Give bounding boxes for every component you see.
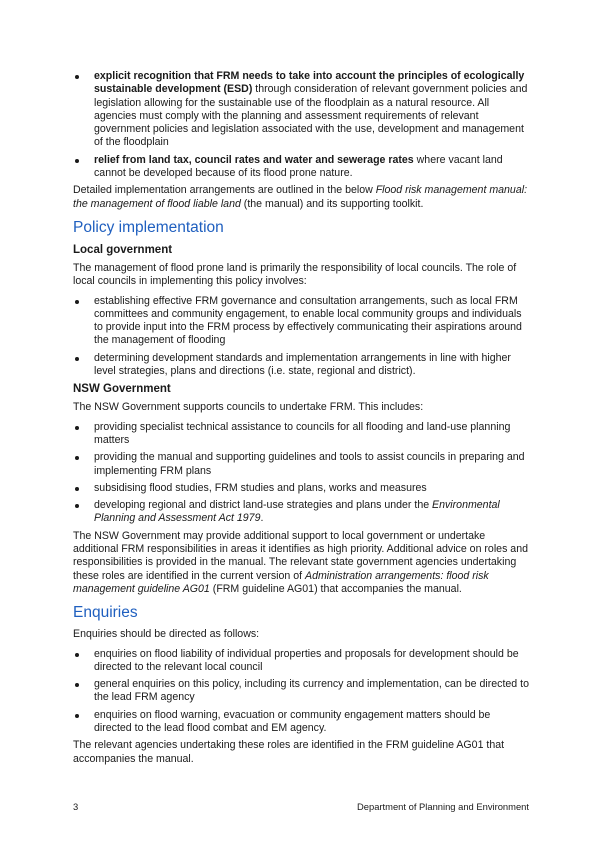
page-number: 3 <box>73 801 79 812</box>
guideline-title: Administration arrangements: flood risk management guideline AG01 <box>73 569 489 595</box>
top-bullet-list <box>73 70 529 180</box>
nsw-government-heading: NSW Government <box>73 383 171 396</box>
list-item: enquiries on flood warning, evacuation or community engagement matters should be directed to the lead flood combat and EM agency. <box>73 709 529 736</box>
list-item: general enquiries on this policy, including its currency and implementation, can be directed to the lead FRM agency <box>73 678 529 705</box>
act-title: Environmental Planning and Assessment Act 1979 <box>94 499 500 525</box>
text-run: . <box>260 512 264 525</box>
text-run: (FRM guideline AG01) that accompanies the manual. <box>209 582 462 595</box>
list-item: providing the manual and supporting guidelines and tools to assist councils in preparing and implementing FRM plans <box>73 451 529 478</box>
list-item: enquiries on flood liability of individual properties and proposals for development should be directed to the relevant local council <box>73 648 529 675</box>
bold-lead: relief from land tax, council rates and water and sewerage rates <box>94 153 414 166</box>
local-government-list <box>73 295 529 379</box>
enquiries-heading: Enquiries <box>73 604 138 622</box>
nsw-government-paragraph: The NSW Government supports councils to undertake FRM. This includes: <box>73 401 424 414</box>
nsw-government-list <box>73 421 529 526</box>
local-government-paragraph: The management of flood prone land is primarily the responsibility of local councils. The role of local councils in implementing this policy involves: <box>73 261 517 288</box>
text-run: developing regional and district land-use strategies and plans under the <box>94 499 433 512</box>
list-item <box>73 70 529 150</box>
implementation-paragraph <box>73 184 529 211</box>
nsw-government-closing <box>73 530 529 596</box>
enquiries-closing: The relevant agencies undertaking these roles are identified in the FRM guideline AG01 that accompanies the manual. <box>73 739 505 765</box>
list-item: determining development standards and implementation arrangements in line with higher level strategies, plans and directions (i.e. state, regional and district). <box>73 352 529 379</box>
department-name: Department of Planning and Environment <box>357 801 529 812</box>
item-text: where vacant land cannot be developed because of its flood prone nature. <box>94 153 503 180</box>
text-run: The NSW Government may provide additional support to local government or undertake additional FRM responsibilities in areas it identifies as high priority. Additional advice on roles and responsibilities is provided in the manual. The relevant state government agencies undertaking these roles are identified in the current version of <box>73 529 528 582</box>
text-run: (the manual) and its supporting toolkit. <box>240 197 424 210</box>
local-government-heading: Local government <box>73 243 173 256</box>
page-content <box>73 70 529 772</box>
list-item: providing specialist technical assistance to councils for all flooding and land-use planning matters <box>73 421 529 448</box>
policy-implementation-heading: Policy implementation <box>73 218 224 236</box>
bold-lead: explicit recognition that FRM needs to take into account the principles of ecologically sustainable development (ESD) <box>94 70 525 96</box>
enquiries-paragraph: Enquiries should be directed as follows: <box>73 628 260 641</box>
manual-title: Flood risk management manual: the management of flood liable land <box>73 184 528 210</box>
list-item: subsidising flood studies, FRM studies and plans, works and measures <box>73 482 529 495</box>
item-text: through consideration of relevant government policies and legislation allowing for the sustainable use of the floodplain as a natural resource. All agencies must comply with the planning and assessment requirements of relevant government policies and legislation associated with the use, development and management of the floodplain <box>94 83 528 149</box>
text-run: Detailed implementation arrangements are outlined in the below <box>73 184 376 197</box>
list-item <box>73 499 529 526</box>
enquiries-list <box>73 648 529 736</box>
list-item <box>73 154 529 181</box>
list-item: establishing effective FRM governance and consultation arrangements, such as local FRM committees and community engagement, to enable local community groups and individuals to provide input into the FRM process by effectively communicating their aspirations around the management of flooding <box>73 295 529 348</box>
